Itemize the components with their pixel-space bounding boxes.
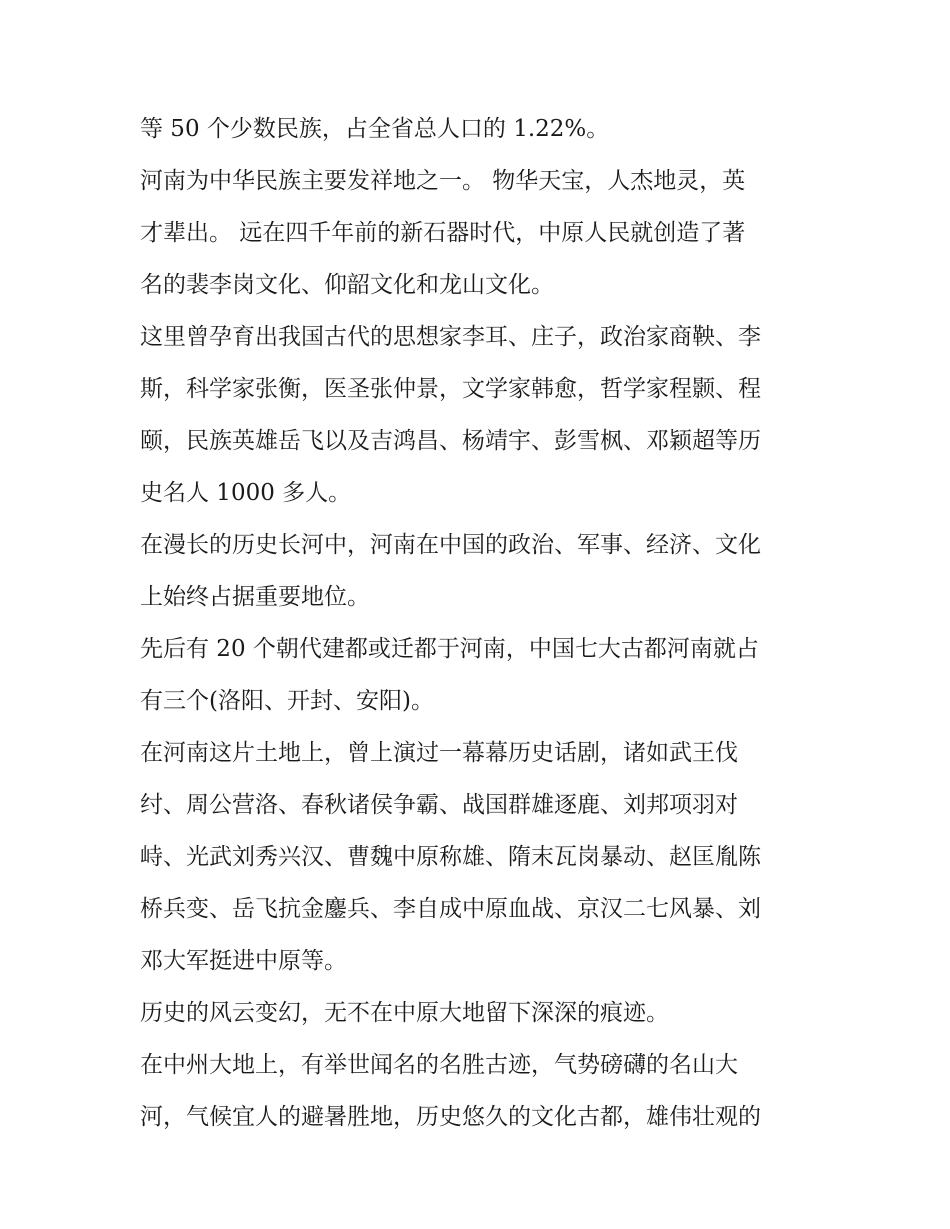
text-line-10: 上始终占据重要地位。 xyxy=(140,584,370,610)
text-line-14: 纣、周公营洛、春秋诸侯争霸、战国群雄逐鹿、刘邦项羽对 xyxy=(140,792,738,818)
text-line-12: 有三个(洛阳、开封、安阳)。 xyxy=(140,688,434,714)
text-line-2: 河南为中华民族主要发祥地之一。 物华天宝，人杰地灵，英 xyxy=(140,168,746,194)
text-line-5: 这里曾孕育出我国古代的思想家李耳、庄子，政治家商鞅、李 xyxy=(140,324,761,350)
text-line-15: 峙、光武刘秀兴汉、曹魏中原称雄、隋末瓦岗暴动、赵匡胤陈 xyxy=(140,844,761,870)
text-line-3: 才辈出。 远在四千年前的新石器时代，中原人民就创造了著 xyxy=(140,220,746,246)
text-line-19: 在中州大地上，有举世闻名的名胜古迹，气势磅礴的名山大 xyxy=(140,1052,738,1078)
text-line-20: 河，气候宜人的避暑胜地，历史悠久的文化古都，雄伟壮观的 xyxy=(140,1104,761,1130)
text-line-11: 先后有 20 个朝代建都或迁都于河南，中国七大古都河南就占 xyxy=(140,636,759,662)
text-line-18: 历史的风云变幻，无不在中原大地留下深深的痕迹。 xyxy=(140,1000,669,1026)
document-body xyxy=(140,103,820,1143)
text-line-7: 颐，民族英雄岳飞以及吉鸿昌、杨靖宇、彭雪枫、邓颖超等历 xyxy=(140,428,761,454)
text-line-17: 邓大军挺进中原等。 xyxy=(140,948,347,974)
text-line-8: 史名人 1000 多人。 xyxy=(140,480,352,506)
text-line-1: 等 50 个少数民族，占全省总人口的 1.22%。 xyxy=(140,116,610,142)
text-line-16: 桥兵变、岳飞抗金鏖兵、李自成中原血战、京汉二七风暴、刘 xyxy=(140,896,761,922)
text-line-13: 在河南这片土地上，曾上演过一幕幕历史话剧，诸如武王伐 xyxy=(140,740,738,766)
text-line-6: 斯，科学家张衡，医圣张仲景，文学家韩愈，哲学家程颢、程 xyxy=(140,376,761,402)
text-line-4: 名的裴李岗文化、仰韶文化和龙山文化。 xyxy=(140,272,554,298)
text-line-9: 在漫长的历史长河中，河南在中国的政治、军事、经济、文化 xyxy=(140,532,761,558)
